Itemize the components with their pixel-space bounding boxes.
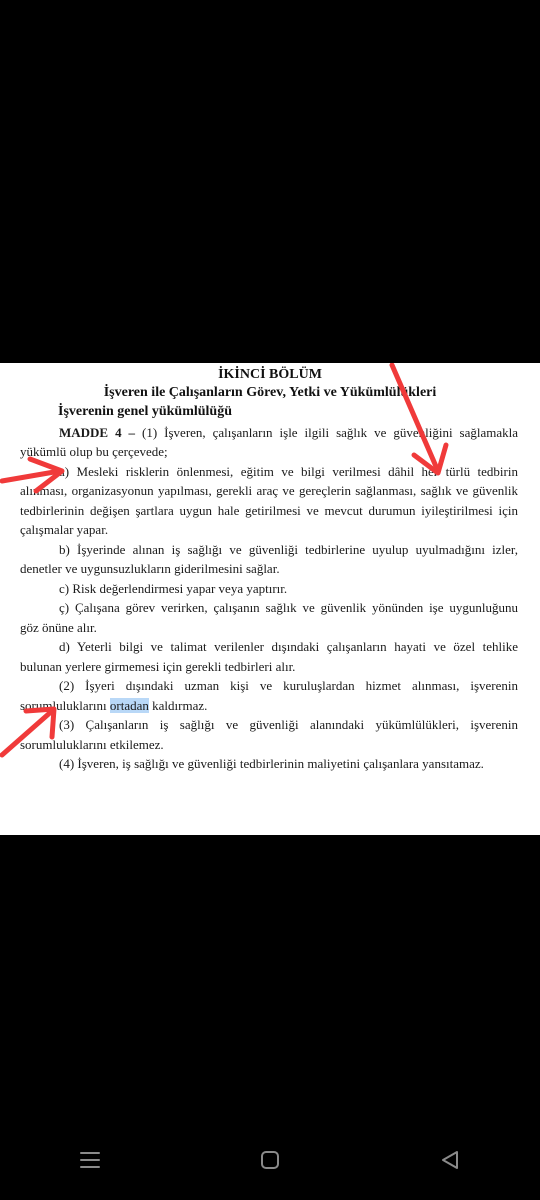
- text-line: (2) İşyeri dışındaki uzman kişi ve kuruluşlardan hizmet alınması, işverenin: [59, 678, 518, 693]
- text-line: tedbirlerinin değişen şartlara uygun hale getirilmesi ve mevcut durumun iyileştirilmesi için: [20, 503, 518, 518]
- home-icon: [259, 1149, 281, 1171]
- text-line: bulunan yerlere girmemesi için gerekli tedbirleri alır.: [20, 659, 296, 674]
- text-line: ç) Çalışana görev verirken, çalışanın sağlık ve güvenlik yönünden işe uygunluğunu: [59, 600, 518, 615]
- article-label: MADDE 4 –: [59, 425, 136, 440]
- recent-apps-icon: [79, 1149, 101, 1171]
- system-navigation-bar: [0, 1120, 540, 1200]
- text-line: b) İşyerinde alınan iş sağlığı ve güvenliği tedbirlerine uyulup uyulmadığını izler,: [59, 542, 518, 557]
- section-heading: İşveren ile Çalışanların Görev, Yetki ve Yükümlülükleri: [103, 385, 437, 400]
- text-line: [0, 696, 540, 715]
- home-button[interactable]: [240, 1130, 300, 1190]
- text-line: (3) Çalışanların iş sağlığı ve güvenliği alanındaki yükümlülükleri, işverenin: [59, 717, 518, 732]
- text-segment: (1) İşveren, çalışanların işle ilgili sağlık ve güvenliğini sağlamakla: [142, 425, 519, 440]
- recent-apps-button[interactable]: [60, 1130, 120, 1190]
- article-subheading: İşverenin genel yükümlülüğü: [58, 404, 233, 419]
- text-line: alınması, organizasyonun yapılması, gerekli araç ve gereçlerin sağlanması, sağlık ve güvenlik: [20, 483, 518, 498]
- text-line: denetler ve uygunsuzlukların giderilmesini sağlar.: [20, 561, 280, 576]
- text-line: [0, 423, 540, 442]
- text-line: sorumluluklarını etkilemez.: [20, 737, 164, 752]
- document-page: [0, 363, 540, 835]
- text-segment: sorumluluklarını: [20, 698, 107, 713]
- selected-word[interactable]: ortadan: [109, 698, 149, 713]
- text-line: d) Yeterli bilgi ve talimat verilenler dışındaki çalışanların hayati ve özel tehlike: [59, 639, 518, 654]
- chapter-title: İKİNCİ BÖLÜM: [218, 367, 322, 382]
- text-segment: kaldırmaz.: [152, 698, 208, 713]
- text-line: c) Risk değerlendirmesi yapar veya yaptırır.: [59, 581, 288, 596]
- text-line: yükümlü olup bu çerçevede;: [20, 444, 168, 459]
- text-line: (4) İşveren, iş sağlığı ve güvenliği tedbirlerinin maliyetini çalışanlara yansıtamaz.: [59, 756, 484, 771]
- text-line: a) Mesleki risklerin önlenmesi, eğitim ve bilgi verilmesi dâhil her türlü tedbirin: [59, 464, 518, 479]
- text-line: göz önüne alır.: [20, 620, 97, 635]
- back-button[interactable]: [420, 1130, 480, 1190]
- back-icon: [439, 1149, 461, 1171]
- text-line: çalışmalar yapar.: [20, 522, 109, 537]
